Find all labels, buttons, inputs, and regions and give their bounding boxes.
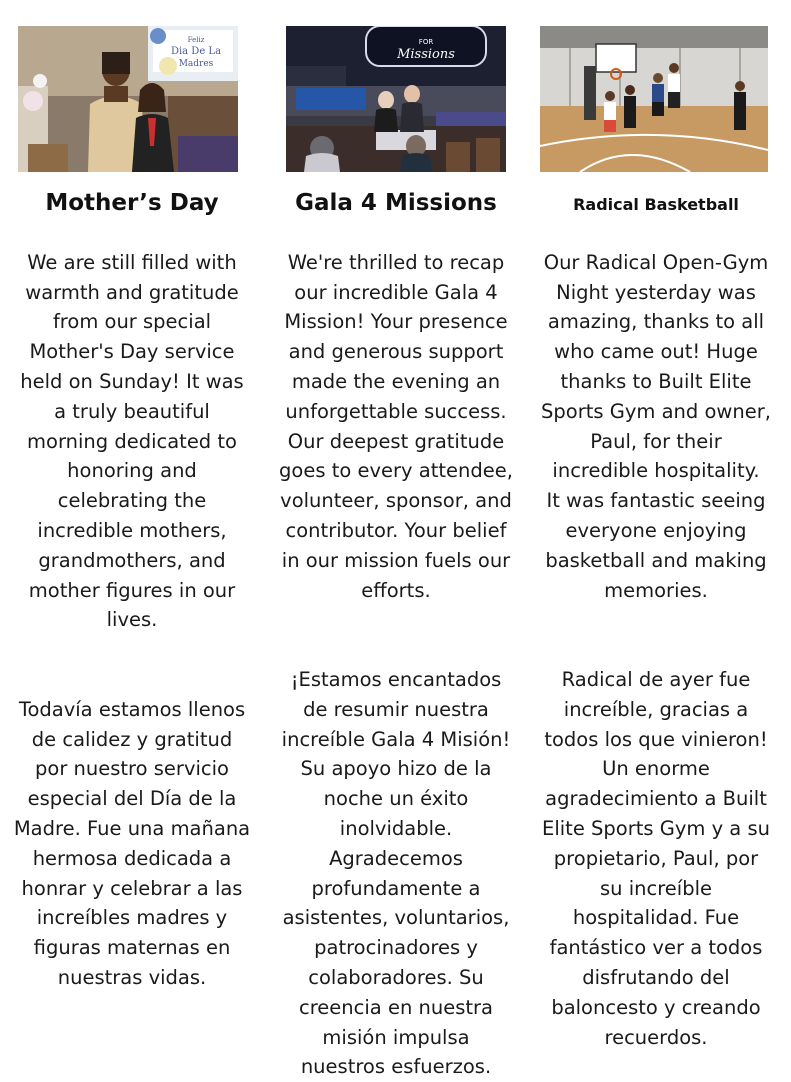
mothers-day-heading: Mother’s Day xyxy=(45,190,219,216)
gala-heading: Gala 4 Missions xyxy=(295,190,497,216)
gala-photo xyxy=(286,26,506,172)
photo-sign-text-2: Dia De La xyxy=(170,46,222,57)
mothers-day-photo xyxy=(18,26,238,172)
photo-sign-for: FOR xyxy=(418,38,434,46)
photo-sign-text-1: Feliz xyxy=(187,36,205,44)
basketball-heading: Radical Basketball xyxy=(573,195,739,214)
basketball-photo xyxy=(540,26,768,172)
photo-sign-text-3: Madres xyxy=(178,59,214,69)
mothers-day-spanish-text: Todavía estamos llenos de calidez y gratitud por nuestro servicio especial del Día de la Madre. Fue una mañana hermosa dedicada a honrar y celebrar a las increíbles madres y figuras maternas en nuestras vidas. xyxy=(13,697,251,989)
basketball-body xyxy=(528,218,784,1052)
gala-english-text: We're thrilled to recap our incredible Gala 4 Mission! Your presence and generous support made the evening an unforgettable success. Our deepest gratitude goes to every attendee, volunteer, sponsor, and contributor. Your belief in our mission fuels our efforts. xyxy=(279,250,513,602)
basketball-spanish-text: Radical de ayer fue increíble, gracias a todos los que vinieron! Un enorme agradecimiento a Built Elite Sports Gym y a su propietario, Paul, por su increíble hospitalidad. Fue fantástico ver a todos disfrutando del baloncesto y creando recuerdos. xyxy=(542,667,770,1049)
photo-sign-missions: Missions xyxy=(397,47,455,62)
mothers-day-english-text: We are still filled with warmth and gratitude from our special Mother's Day service held on Sunday! It was a truly beautiful morning dedicated to honoring and celebrating the incredible mothers, grandmothers, and mother figures in our lives. xyxy=(20,250,244,632)
gala-spanish-text: ¡Estamos encantados de resumir nuestra increíble Gala 4 Misión! Su apoyo hizo de la noche un éxito inolvidable. Agradecemos profundamente a asistentes, voluntarios, patrocinadores y colaboradores. Su creencia en nuestra misión impulsa nuestros esfuerzos. xyxy=(281,667,511,1079)
basketball-english-text: Our Radical Open-Gym Night yesterday was amazing, thanks to all who came out! Huge thanks to Built Elite Sports Gym and owner, Paul, for their incredible hospitality. It was fantastic seeing everyone enjoying basketball and making memories. xyxy=(541,250,771,602)
mothers-day-body xyxy=(4,218,260,993)
gala-body xyxy=(268,218,524,1082)
